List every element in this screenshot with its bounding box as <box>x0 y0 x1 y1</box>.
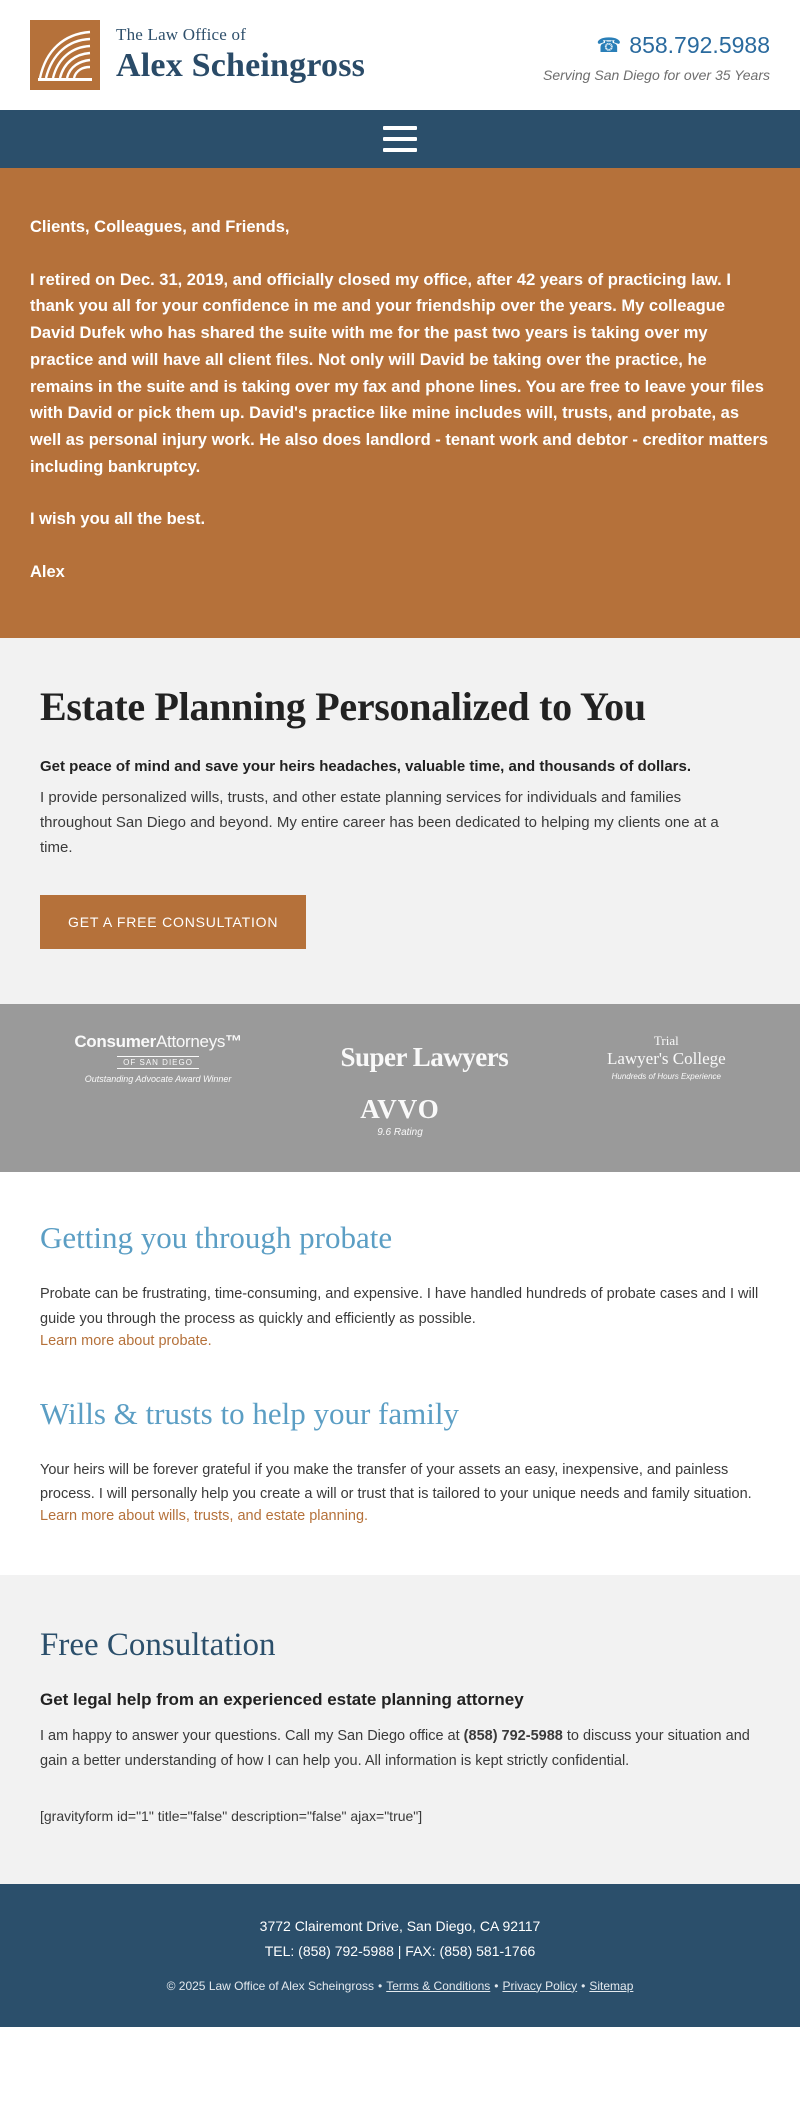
footer-separator-2: • <box>494 1978 499 1993</box>
probate-body: Probate can be frustrating, time-consuming, and expensive. I have handled hundreds of probate cases and I will guide you through the process as quickly and efficiently as possible. <box>40 1285 759 1327</box>
consultation-body-part1: I am happy to answer your questions. Call my San Diego office at <box>40 1728 464 1745</box>
probate-heading: Getting you through probate <box>40 1219 393 1255</box>
site-header <box>0 0 800 110</box>
notice-closing: I wish you all the best. <box>30 510 206 529</box>
trial-lawyers-college-badge <box>607 1034 726 1081</box>
page-title: Estate Planning Personalized to You <box>40 683 646 729</box>
trial-badge-line3: Hundreds of Hours Experience <box>611 1071 721 1081</box>
consumer-badge-line2: OF SAN DIEGO <box>117 1056 199 1069</box>
notice-body: I retired on Dec. 31, 2019, and officially closed my office, after 42 years of practicing law. I thank you all for your confidence in me and your friendship over the years. My colleague David Dufek who has shared the suite with me for the past two years is taking over my practice and will have all client files. Not only will David be taking over the practice, he remains in the suite and is taking over my fax and phone lines. You are free to leave your files with David or pick them up. David's practice like mine includes will, trusts, and probate, as well as personal injury work. He also does landlord - tenant work and debtor - creditor matters including bankruptcy. <box>30 270 769 476</box>
consumer-badge-bold: Consumer <box>74 1031 156 1051</box>
avvo-badge-rating: 9.6 Rating <box>377 1126 423 1138</box>
hero-lead: Get peace of mind and save your heirs headaches, valuable time, and thousands of dollars. <box>40 757 692 775</box>
gravityform-shortcode: [gravityform id="1" title="false" description="false" ajax="true"] <box>40 1808 423 1825</box>
consumer-badge-light: Attorneys <box>156 1031 226 1051</box>
footer-separator-1: • <box>378 1978 383 1993</box>
footer-address: 3772 Clairemont Drive, San Diego, CA 92117 <box>259 1918 541 1935</box>
brand-line-2: Alex Scheingross <box>116 46 366 84</box>
consultation-body-part2: to discuss your situation and gain a better understanding of how I can help you. All information is kept strictly confidential. <box>40 1728 750 1770</box>
consultation-subheading: Get legal help from an experienced estate planning attorney <box>40 1690 524 1710</box>
consumer-attorneys-badge <box>74 1032 242 1084</box>
trial-badge-line1: Trial <box>653 1033 679 1049</box>
retirement-notice-banner <box>0 168 800 638</box>
hamburger-menu-icon[interactable] <box>383 126 417 152</box>
footer-copyright: © 2025 Law Office of Alex Scheingross <box>166 1978 375 1993</box>
consumer-badge-sup: ™ <box>225 1031 242 1051</box>
footer-sitemap-link[interactable]: Sitemap <box>589 1978 634 1993</box>
header-contact <box>543 28 770 83</box>
hero-body: I provide personalized wills, trusts, and other estate planning services for individuals and families throughout San Diego and beyond. My entire career has been dedicated to helping my clients one at a time. <box>40 789 719 856</box>
consumer-badge-line3: Outstanding Advocate Award Winner <box>84 1073 232 1084</box>
header-phone-link[interactable]: 858.792.5988 <box>629 31 770 58</box>
wills-trusts-heading: Wills & trusts to help your family <box>40 1395 459 1431</box>
brand-logo[interactable] <box>30 20 365 90</box>
sunburst-logo-icon <box>30 20 100 90</box>
free-consultation-section <box>0 1575 800 1884</box>
avvo-badge-text: AVVO <box>360 1093 440 1124</box>
avvo-badge <box>360 1094 439 1138</box>
footer-separator-3: • <box>581 1978 586 1993</box>
footer-terms-link[interactable]: Terms & Conditions <box>386 1978 491 1993</box>
wills-trusts-learn-more-link[interactable]: Learn more about wills, trusts, and estate planning. <box>40 1508 369 1525</box>
site-footer <box>0 1884 800 2026</box>
awards-badges-section <box>0 1004 800 1172</box>
footer-phone-line: TEL: (858) 792-5988 | FAX: (858) 581-1766 <box>264 1943 536 1960</box>
notice-salutation: Clients, Colleagues, and Friends, <box>30 218 290 236</box>
super-lawyers-badge: Super Lawyers <box>340 1042 509 1073</box>
footer-legal-row <box>20 1979 780 1993</box>
main-navigation-bar <box>0 110 800 168</box>
notice-signature: Alex <box>30 563 65 582</box>
brand-line-1: The Law Office of <box>116 24 247 44</box>
consultation-phone: (858) 792-5988 <box>463 1728 563 1745</box>
phone-icon: ☎ <box>596 34 622 57</box>
probate-learn-more-link[interactable]: Learn more about probate. <box>40 1332 212 1349</box>
practice-area-wills-trusts <box>40 1396 760 1526</box>
wills-trusts-body: Your heirs will be forever grateful if you make the transfer of your assets an easy, inexpensive, and painless process. I will personally help you create a will or trust that is tailored to your unique needs and family situation. <box>40 1461 752 1503</box>
header-tagline: Serving San Diego for over 35 Years <box>543 66 770 83</box>
practice-areas-section <box>0 1172 800 1576</box>
practice-area-probate <box>40 1220 760 1350</box>
footer-privacy-link[interactable]: Privacy Policy <box>502 1978 578 1993</box>
consultation-heading: Free Consultation <box>40 1627 276 1664</box>
free-consultation-button[interactable]: GET A FREE CONSULTATION <box>40 895 306 949</box>
hero-section <box>0 638 800 1004</box>
consultation-body <box>40 1724 760 1774</box>
trial-badge-line2: Lawyer's College <box>606 1049 726 1069</box>
